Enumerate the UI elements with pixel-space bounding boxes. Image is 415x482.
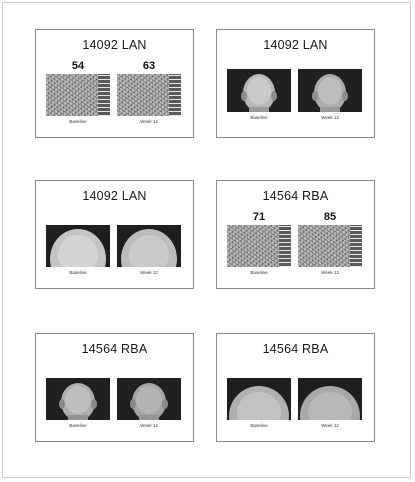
result-card-2 — [216, 29, 375, 138]
card-title: 14564 RBA — [262, 189, 329, 203]
week-head-back-image — [298, 69, 362, 112]
week-hair-closeup-image — [117, 74, 181, 116]
baseline-caption: Baseline — [69, 119, 87, 124]
week-hair-closeup-image — [298, 225, 362, 267]
baseline-score: 54 — [71, 60, 85, 72]
card-title: 14092 LAN — [82, 38, 147, 52]
week-head-top-image — [298, 378, 362, 420]
baseline-caption: Baseline — [250, 270, 268, 275]
baseline-score: 71 — [252, 211, 266, 223]
result-card-1 — [35, 29, 194, 138]
ruler-image — [350, 225, 362, 267]
baseline-head-back-image — [46, 378, 110, 420]
baseline-head-back-image — [227, 69, 291, 112]
baseline-hair-closeup-image — [46, 74, 110, 116]
baseline-caption: Baseline — [250, 115, 268, 120]
week-caption: Week 12 — [321, 115, 339, 120]
baseline-head-top-image — [46, 225, 110, 267]
week-caption: Week 12 — [140, 270, 158, 275]
ruler-image — [98, 74, 110, 116]
card-title: 14564 RBA — [262, 342, 329, 356]
result-card-6 — [216, 333, 375, 442]
baseline-caption: Baseline — [69, 423, 87, 428]
week-score: 63 — [142, 60, 156, 72]
result-card-5 — [35, 333, 194, 442]
baseline-hair-closeup-image — [227, 225, 291, 267]
head-back-shape — [117, 378, 181, 420]
week-caption: Week 12 — [321, 423, 339, 428]
result-card-3 — [35, 180, 194, 289]
card-title: 14092 LAN — [263, 38, 328, 52]
baseline-head-top-image — [227, 378, 291, 420]
week-caption: Week 12 — [140, 423, 158, 428]
card-title: 14564 RBA — [81, 342, 148, 356]
week-head-top-image — [117, 225, 181, 267]
ruler-image — [279, 225, 291, 267]
head-top-shape — [117, 225, 181, 267]
baseline-caption: Baseline — [69, 270, 87, 275]
head-back-shape — [227, 69, 291, 112]
ruler-image — [169, 74, 181, 116]
head-top-shape — [298, 378, 362, 420]
week-caption: Week 12 — [321, 270, 339, 275]
head-back-shape — [46, 378, 110, 420]
week-head-back-image — [117, 378, 181, 420]
card-title: 14092 LAN — [82, 189, 147, 203]
head-top-shape — [227, 378, 291, 420]
result-card-4 — [216, 180, 375, 289]
week-score: 85 — [323, 211, 337, 223]
week-caption: Week 12 — [140, 119, 158, 124]
head-top-shape — [46, 225, 110, 267]
baseline-caption: Baseline — [250, 423, 268, 428]
document-frame — [2, 2, 411, 478]
head-back-shape — [298, 69, 362, 112]
